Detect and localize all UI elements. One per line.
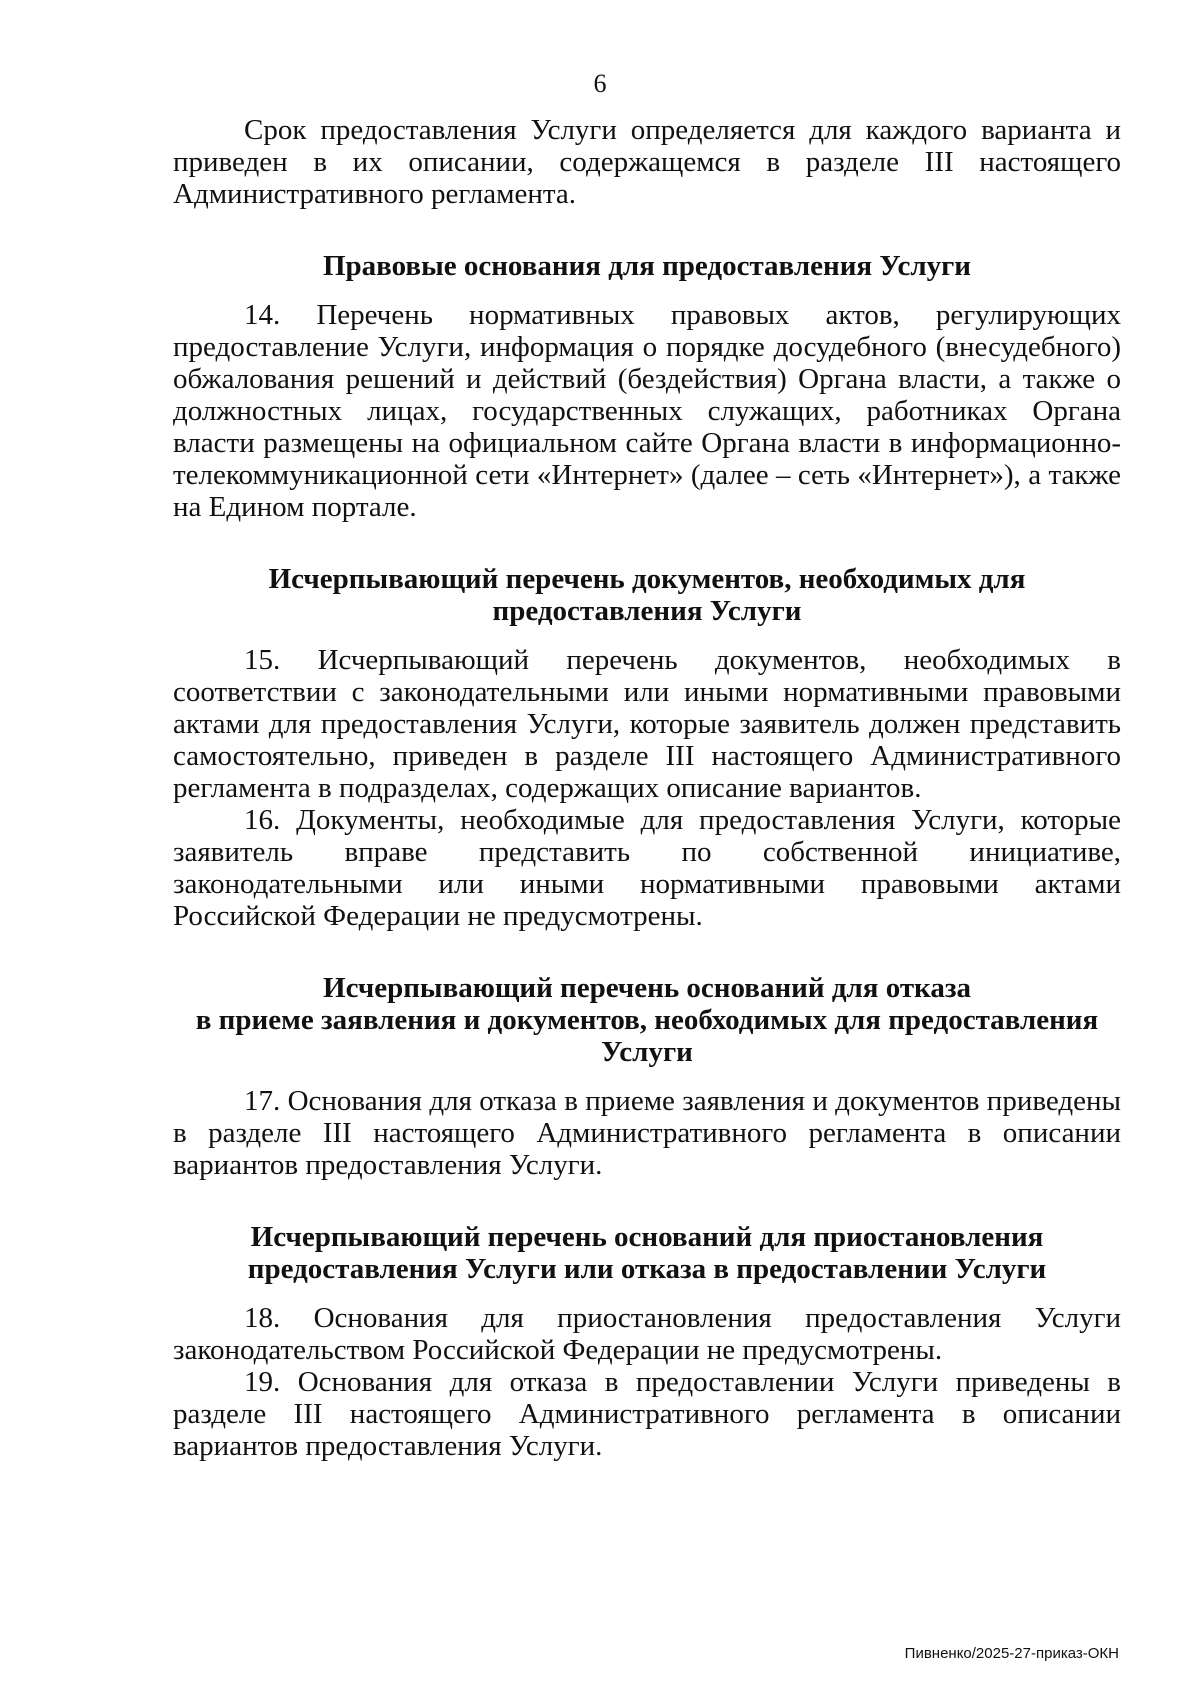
paragraph-17: 17. Основания для отказа в приеме заявления и документов приведены в разделе III настоящего Административного регламента в описании вариантов предоставления Услуги. <box>173 1085 1121 1181</box>
heading-suspension-line-2: предоставления Услуги или отказа в предоставлении Услуги <box>247 1253 1047 1285</box>
paragraph-14: 14. Перечень нормативных правовых актов, регулирующих предоставление Услуги, информация о порядке досудебного (внесудебного) обжалования решений и действий (бездействия) Органа власти, а также о должностных лицах, государственных служащих, работниках Органа власти размещены на официальном сайте Органа власти в информационно-телекоммуникационной сети «Интернет» (далее – сеть «Интернет»), а также на Едином портале. <box>173 299 1121 523</box>
heading-suspension <box>173 1221 1121 1285</box>
paragraph-18: 18. Основания для приостановления предоставления Услуги законодательством Российской Федерации не предусмотрены. <box>173 1302 1121 1366</box>
heading-legal-basis <box>173 250 1121 282</box>
heading-documents-line-1: Исчерпывающий перечень документов, необходимых для <box>268 563 1026 595</box>
paragraph-15: 15. Исчерпывающий перечень документов, необходимых в соответствии с законодательными или иными нормативными правовыми актами для предоставления Услуги, которые заявитель должен представить самостоятельно, приведен в разделе III настоящего Административного регламента в подразделах, содержащих описание вариантов. <box>173 644 1121 804</box>
paragraph-19: 19. Основания для отказа в предоставлении Услуги приведены в разделе III настоящего Административного регламента в описании вариантов предоставления Услуги. <box>173 1366 1121 1462</box>
heading-legal-basis-text: Правовые основания для предоставления Услуги <box>322 250 972 282</box>
heading-suspension-line-1: Исчерпывающий перечень оснований для приостановления <box>250 1221 1044 1253</box>
document-footer-code: Пивненко/2025-27-приказ-ОКН <box>904 1645 1119 1662</box>
heading-documents-line-2: предоставления Услуги <box>492 595 802 627</box>
heading-refusal-reception-line-3: Услуги <box>601 1036 693 1068</box>
paragraph-16: 16. Документы, необходимые для предоставления Услуги, которые заявитель вправе представить по собственной инициативе, законодательными или иными нормативными правовыми актами Российской Федерации не предусмотрены. <box>173 804 1121 932</box>
document-body <box>173 114 1121 1462</box>
heading-documents <box>173 563 1121 627</box>
paragraph-intro: Срок предоставления Услуги определяется для каждого варианта и приведен в их описании, содержащемся в разделе III настоящего Административного регламента. <box>173 114 1121 210</box>
heading-refusal-reception-line-1: Исчерпывающий перечень оснований для отказа <box>323 972 971 1004</box>
page-number: 6 <box>593 69 607 98</box>
heading-refusal-reception <box>173 972 1121 1068</box>
heading-refusal-reception-line-2: в приеме заявления и документов, необходимых для предоставления <box>195 1004 1099 1036</box>
